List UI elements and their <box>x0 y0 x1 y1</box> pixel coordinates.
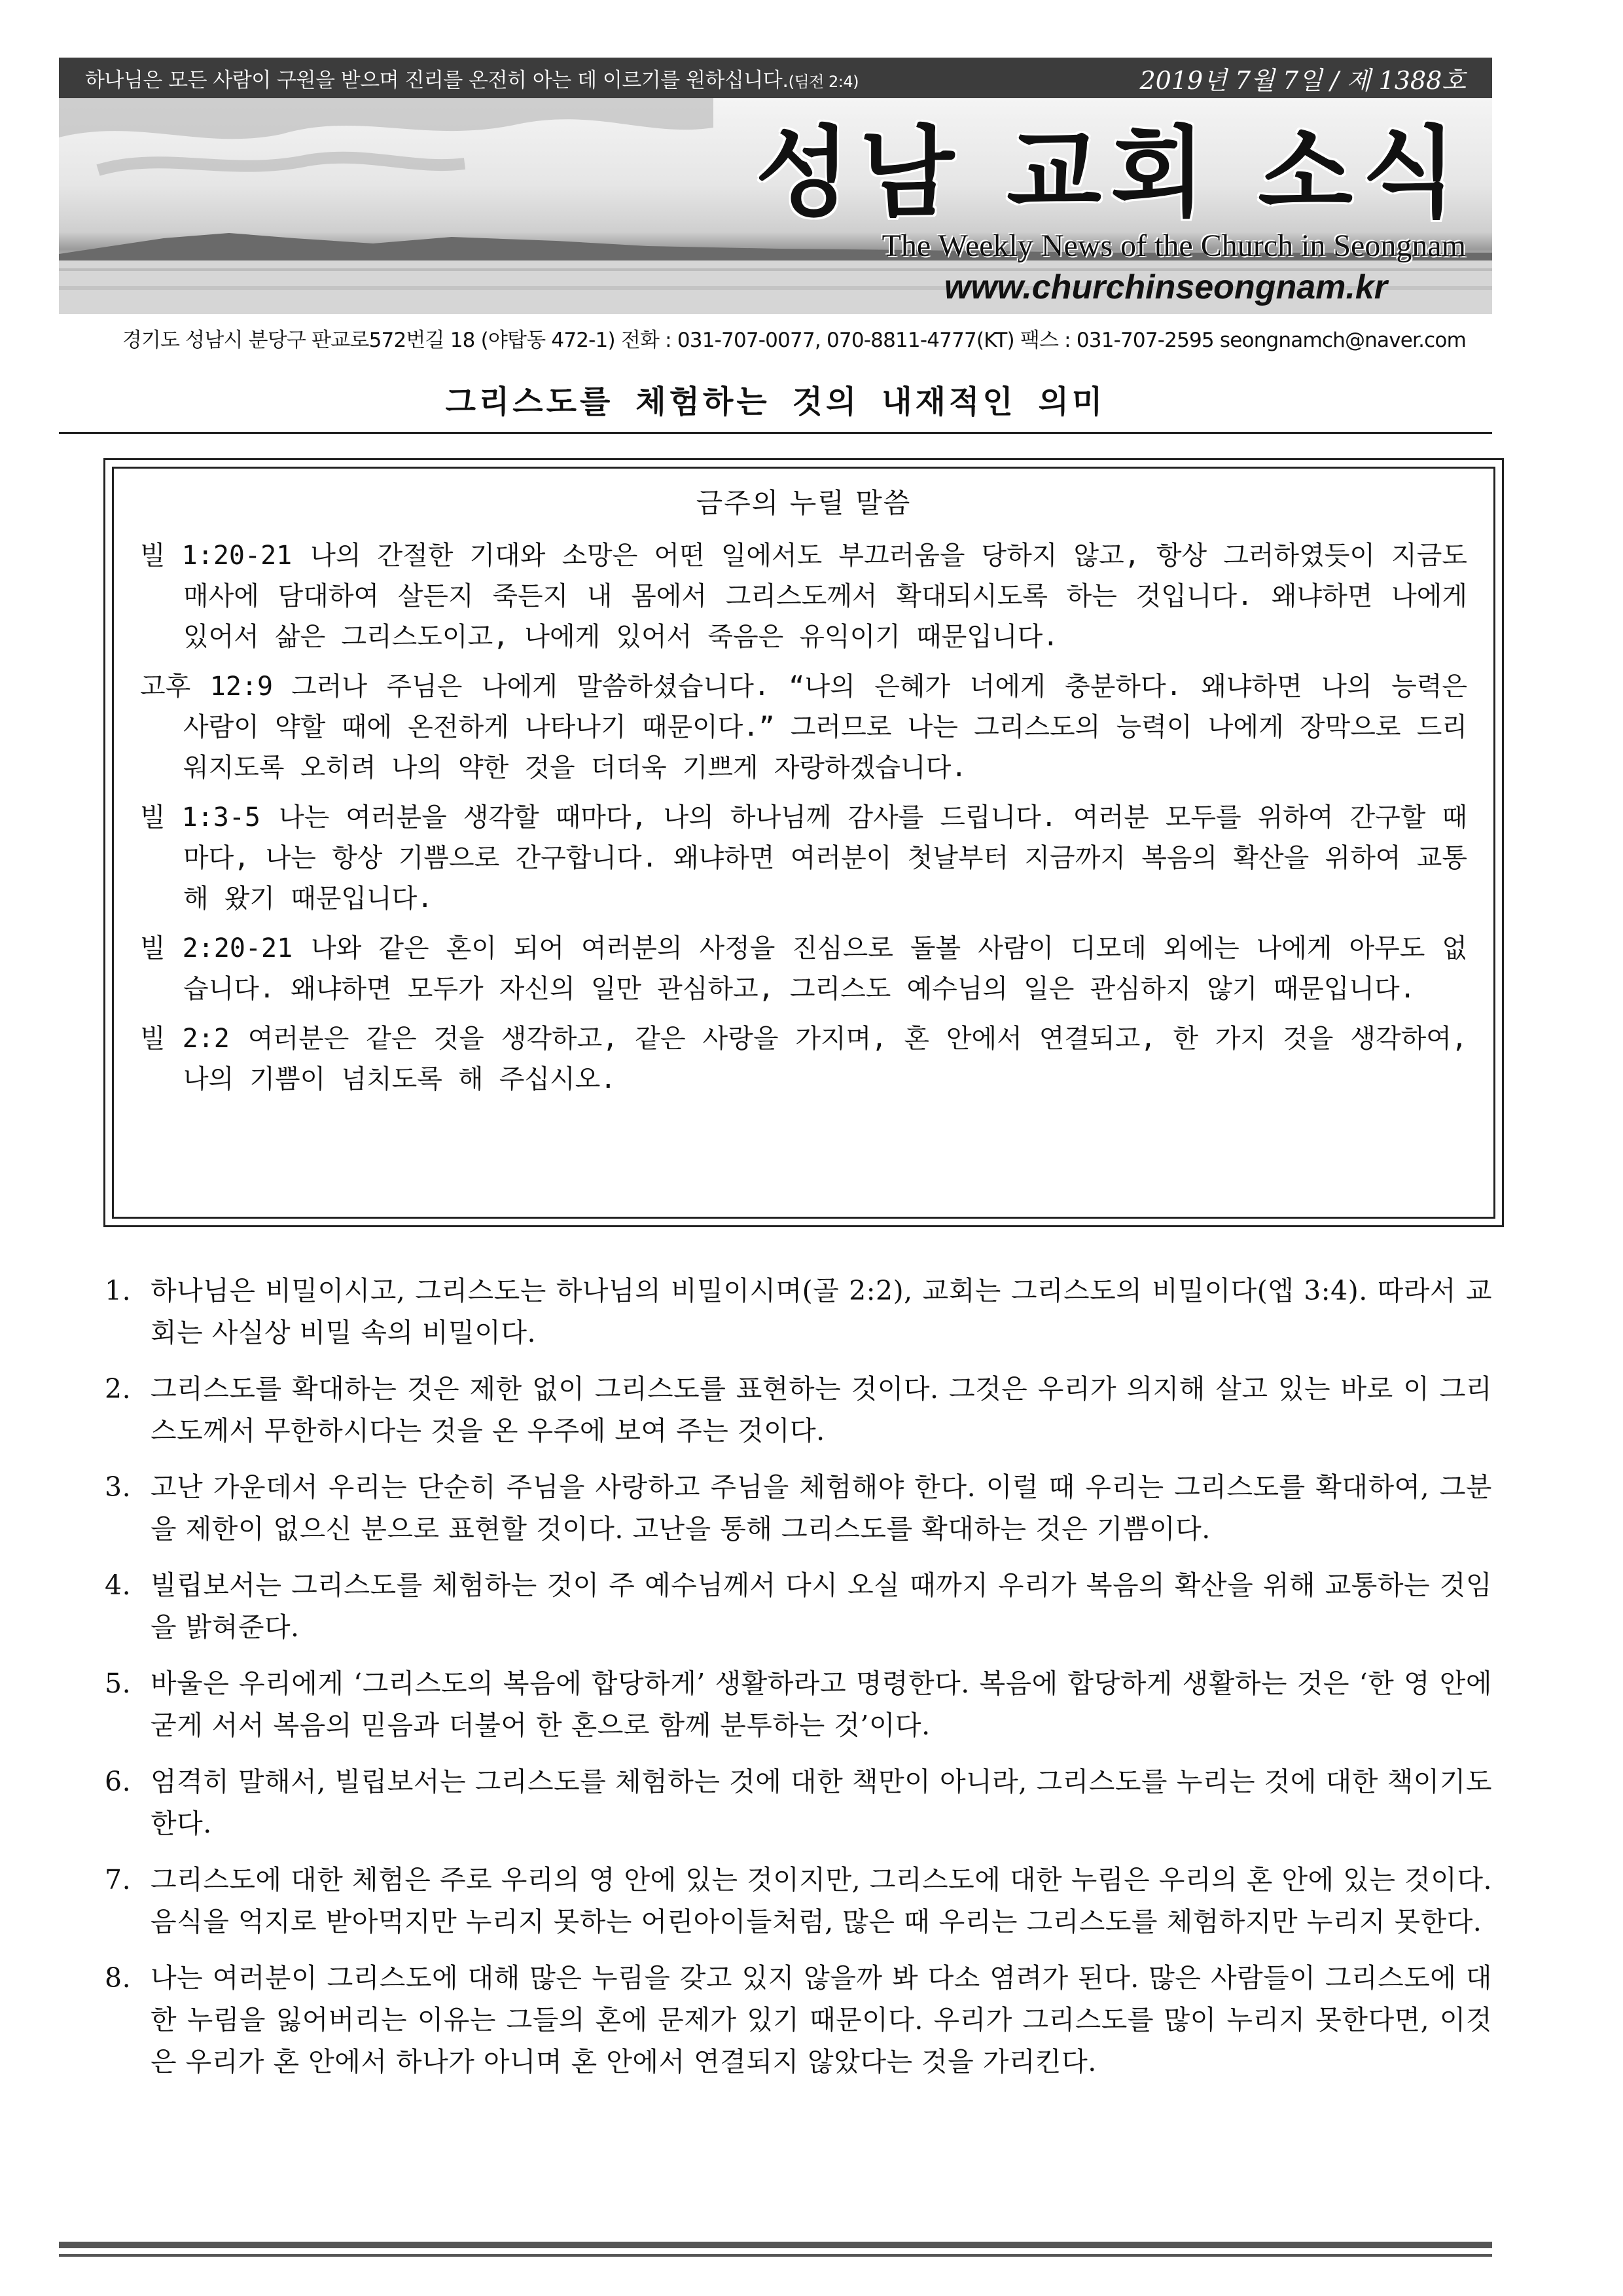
verse-text: 나는 여러분을 생각할 때마다, 나의 하나님께 감사를 드립니다. 여러분 모두를 위하여 간구할 때마다, 나는 항상 기쁨으로 간구합니다. 왜냐하면 여러분이 첫날부터 지금까지 복음의 확산을 위하여 교통해 왔기 때문입니다. <box>183 802 1467 914</box>
verse-item <box>140 928 1467 1009</box>
headline: 그리스도를 체험하는 것의 내재적인 의미 <box>445 384 1106 420</box>
header-verse: 하나님은 모든 사람이 구원을 받으며 진리를 온전히 아는 데 이르기를 원하십니다.(딤전 2:4) <box>85 68 859 92</box>
newsletter-subtitle: The Weekly News of the Church in Seongnam <box>882 228 1466 263</box>
outline-item <box>105 1957 1492 2083</box>
outline-text: 엄격히 말해서, 빌립보서는 그리스도를 체험하는 것에 대한 책만이 아니라, 그리스도를 누리는 것에 대한 책이기도 한다. <box>151 1766 1492 1839</box>
verse-text: 나의 간절한 기대와 소망은 어떤 일에서도 부끄러움을 당하지 않고, 항상 그러하였듯이 지금도 매사에 담대하여 살든지 죽든지 내 몸에서 그리스도께서 확대되시도록 하는 것입니다. 왜냐하면 나에게 있어서 삶은 그리스도이고, 나에게 있어서 죽음은 유익이기 때문입니다. <box>183 541 1467 652</box>
website-url[interactable]: www.churchinseongnam.kr <box>944 268 1387 306</box>
footer-rule <box>59 2242 1492 2248</box>
verse-item <box>140 1018 1467 1100</box>
outline-number: 8. <box>105 1962 132 1994</box>
footer-rule <box>59 2254 1492 2257</box>
verse-item <box>140 535 1467 657</box>
outline-text: 나는 여러분이 그리스도에 대해 많은 누림을 갖고 있지 않을까 봐 다소 염려가 된다. 많은 사람들이 그리스도에 대한 누림을 잃어버리는 이유는 그들의 혼에 문제가 있기 때문이다. 우리가 그리스도를 많이 누리지 못한다면, 이것은 우리가 혼 안에서 하나가 아니며 혼 안에서 연결되지 않았다는 것을 가리킨다. <box>151 1962 1492 2077</box>
outline-item <box>105 1466 1492 1550</box>
outline-item <box>105 1270 1492 1354</box>
header-bar <box>59 58 1492 98</box>
scripture-box-title: 금주의 누릴 말씀 <box>696 487 912 519</box>
divider <box>59 432 1492 434</box>
scripture-box-inner <box>112 467 1495 1219</box>
verse-item <box>140 797 1467 919</box>
scripture-box <box>103 458 1504 1227</box>
outline-number: 4. <box>105 1570 132 1601</box>
issue-date: 2019년 7월 7일 / 제 1388호 <box>1139 65 1466 95</box>
outline-number: 7. <box>105 1864 132 1895</box>
outline-item <box>105 1662 1492 1746</box>
verse-ref: 고후 12:9 <box>140 672 274 702</box>
outline-text: 그리스도를 확대하는 것은 제한 없이 그리스도를 표현하는 것이다. 그것은 우리가 의지해 살고 있는 바로 이 그리스도께서 무한하시다는 것을 온 우주에 보여 주는 것이다. <box>151 1373 1492 1446</box>
verse-ref: 빌 2:20-21 <box>140 933 293 963</box>
outline-number: 3. <box>105 1471 132 1503</box>
outline-item <box>105 1859 1492 1943</box>
verse-ref: 빌 2:2 <box>140 1024 230 1054</box>
outline-text: 고난 가운데서 우리는 단순히 주님을 사랑하고 주님을 체험해야 한다. 이럴 때 우리는 그리스도를 확대하여, 그분을 제한이 없으신 분으로 표현할 것이다. 고난을 통해 그리스도를 확대하는 것은 기쁨이다. <box>151 1471 1492 1545</box>
outline-text: 빌립보서는 그리스도를 체험하는 것이 주 예수님께서 다시 오실 때까지 우리가 복음의 확산을 위해 교통하는 것임을 밝혀준다. <box>151 1570 1492 1643</box>
verse-text: 그러나 주님은 나에게 말씀하셨습니다. “나의 은혜가 너에게 충분하다. 왜냐하면 나의 능력은 사람이 약할 때에 온전하게 나타나기 때문이다.” 그러므로 나는 그리스도의 능력이 나에게 장막으로 드리워지도록 오히려 나의 약한 것을 더더욱 기쁘게 자랑하겠습니다. <box>183 672 1467 783</box>
outline-number: 5. <box>105 1668 132 1699</box>
outline-text: 그리스도에 대한 체험은 주로 우리의 영 안에 있는 것이지만, 그리스도에 대한 누림은 우리의 혼 안에 있는 것이다. 음식을 억지로 받아먹지만 누리지 못하는 어린아이들처럼, 많은 때 우리는 그리스도를 체험하지만 누리지 못한다. <box>151 1864 1492 1937</box>
masthead <box>755 117 1466 307</box>
outline-item <box>105 1368 1492 1452</box>
outline-item <box>105 1761 1492 1844</box>
verse-ref: 빌 1:3-5 <box>140 802 261 833</box>
verse-item <box>140 666 1467 788</box>
outline-number: 6. <box>105 1766 132 1797</box>
newsletter-title: 성남 교회 소식 <box>755 117 1466 230</box>
verse-text: 여러분은 같은 것을 생각하고, 같은 사랑을 가지며, 혼 안에서 연결되고, 한 가지 것을 생각하여, 나의 기쁨이 넘치도록 해 주십시오. <box>183 1024 1468 1094</box>
contact-address: 경기도 성남시 분당구 판교로572번길 18 (야탑동 472-1) 전화 : 031-707-0077, 070-8811-4777(KT) 팩스 : 031-707-2595 seongnamch@naver.com <box>122 329 1466 352</box>
header-banner <box>59 98 1492 314</box>
outline-text: 바울은 우리에게 ‘그리스도의 복음에 합당하게’ 생활하라고 명령한다. 복음에 합당하게 생활하는 것은 ‘한 영 안에 굳게 서서 복음의 믿음과 더불어 한 혼으로 함께 분투하는 것’이다. <box>151 1668 1492 1741</box>
outline-number: 2. <box>105 1373 132 1405</box>
verse-text: 나와 같은 혼이 되어 여러분의 사정을 진심으로 돌볼 사람이 디모데 외에는 나에게 아무도 없습니다. 왜냐하면 모두가 자신의 일만 관심하고, 그리스도 예수님의 일은 관심하지 않기 때문입니다. <box>183 933 1468 1004</box>
outline-list <box>105 1270 1492 2097</box>
verse-ref: 빌 1:20-21 <box>140 541 293 571</box>
outline-text: 하나님은 비밀이시고, 그리스도는 하나님의 비밀이시며(골 2:2), 교회는 그리스도의 비밀이다(엡 3:4). 따라서 교회는 사실상 비밀 속의 비밀이다. <box>151 1275 1492 1348</box>
header-verse-ref: (딤전 2:4) <box>788 72 859 91</box>
outline-item <box>105 1564 1492 1648</box>
outline-number: 1. <box>105 1275 132 1306</box>
